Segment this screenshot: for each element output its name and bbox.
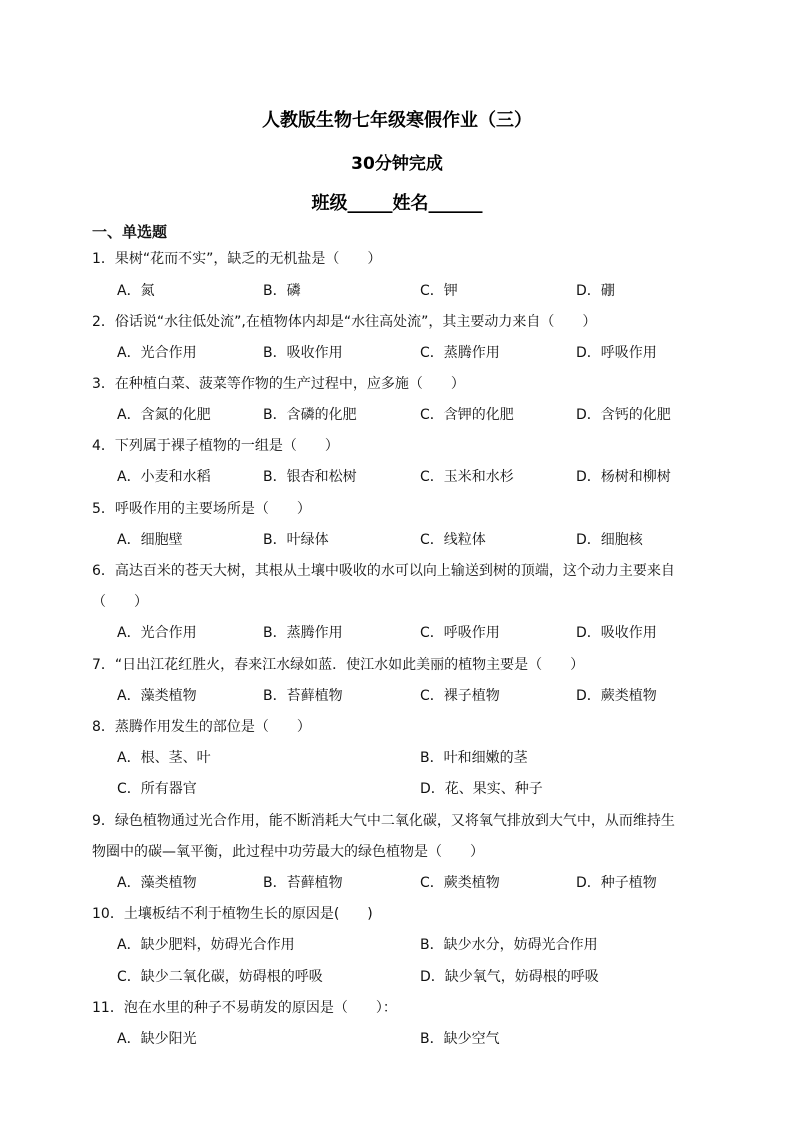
question-9-option-c: C．蕨类植物 (420, 875, 500, 891)
question-10-option-d: D．缺少氧气，妨碍根的呼吸 (420, 969, 599, 985)
document-subtitle: 30分钟完成 (351, 154, 443, 174)
question-11-option-a: A．缺少阳光 (117, 1031, 197, 1047)
question-10: 10．土壤板结不利于植物生长的原因是( ) (92, 906, 373, 922)
question-2-option-d: D．呼吸作用 (576, 345, 657, 361)
question-5-option-a: A．细胞壁 (117, 532, 183, 548)
question-5-option-c: C．线粒体 (420, 532, 486, 548)
question-3-option-c: C．含钾的化肥 (420, 407, 514, 423)
question-6-continued: （ ） (92, 594, 148, 610)
question-3-option-a: A．含氮的化肥 (117, 407, 211, 423)
question-6-option-b: B．蒸腾作用 (263, 625, 343, 641)
question-4-option-c: C．玉米和水杉 (420, 469, 514, 485)
question-9: 9．绿色植物通过光合作用，能不断消耗大气中二氧化碳，又将氧气排放到大气中，从而维持生 (92, 813, 675, 829)
question-6-option-d: D．吸收作用 (576, 625, 657, 641)
question-2-option-b: B．吸收作用 (263, 345, 343, 361)
question-3-option-d: D．含钙的化肥 (576, 407, 671, 423)
question-3-option-b: B．含磷的化肥 (263, 407, 357, 423)
question-4-option-d: D．杨树和柳树 (576, 469, 671, 485)
question-9-option-d: D．种子植物 (576, 875, 657, 891)
question-8: 8．蒸腾作用发生的部位是（ ） (92, 719, 311, 735)
question-7-option-b: B．苔藓植物 (263, 688, 343, 704)
question-1: 1．果树“花而不实”，缺乏的无机盐是（ ） (92, 251, 382, 267)
question-4: 4．下列属于裸子植物的一组是（ ） (92, 438, 339, 454)
question-1-option-a: A．氮 (117, 283, 155, 299)
question-10-option-a: A．缺少肥料，妨碍光合作用 (117, 937, 295, 953)
question-2: 2．俗话说“水往低处流”,在植物体内却是“水往高处流”，其主要动力来自（ ） (92, 314, 597, 330)
question-8-option-a: A．根、茎、叶 (117, 750, 211, 766)
section-heading: 一、单选题 (92, 223, 168, 241)
question-10-option-b: B．缺少水分，妨碍光合作用 (420, 937, 598, 953)
question-8-option-b: B．叶和细嫩的茎 (420, 750, 528, 766)
question-2-option-c: C．蒸腾作用 (420, 345, 500, 361)
class-name-line: 班级_____姓名______ (311, 193, 483, 214)
question-9-option-a: A．藻类植物 (117, 875, 197, 891)
question-6-option-c: C．呼吸作用 (420, 625, 500, 641)
question-11: 11．泡在水里的种子不易萌发的原因是（ ）： (92, 1000, 397, 1016)
question-1-option-b: B．磷 (263, 283, 301, 299)
question-6-option-a: A．光合作用 (117, 625, 197, 641)
question-5: 5．呼吸作用的主要场所是（ ） (92, 501, 311, 517)
question-5-option-b: B．叶绿体 (263, 532, 329, 548)
question-2-option-a: A．光合作用 (117, 345, 197, 361)
question-6: 6．高达百米的苍天大树，其根从土壤中吸收的水可以向上输送到树的顶端，这个动力主要来自 (92, 563, 675, 579)
question-9-continued: 物圈中的碳—氧平衡，此过程中功劳最大的绿色植物是（ ） (92, 844, 484, 860)
question-9-option-b: B．苔藓植物 (263, 875, 343, 891)
question-1-option-d: D．硼 (576, 283, 615, 299)
question-8-option-c: C．所有器官 (117, 781, 197, 797)
question-3: 3．在种植白菜、菠菜等作物的生产过程中，应多施（ ） (92, 376, 465, 392)
question-7-option-d: D．蕨类植物 (576, 688, 657, 704)
question-4-option-b: B．银杏和松树 (263, 469, 357, 485)
question-7-option-c: C．裸子植物 (420, 688, 500, 704)
question-10-option-c: C．缺少二氧化碳，妨碍根的呼吸 (117, 969, 323, 985)
question-1-option-c: C．钾 (420, 283, 458, 299)
document-title: 人教版生物七年级寒假作业（三） (262, 110, 532, 131)
question-7-option-a: A．藻类植物 (117, 688, 197, 704)
question-7: 7．“日出江花红胜火，春来江水绿如蓝．使江水如此美丽的植物主要是（ ） (92, 657, 585, 673)
question-4-option-a: A．小麦和水稻 (117, 469, 211, 485)
question-5-option-d: D．细胞核 (576, 532, 643, 548)
question-8-option-d: D．花、果实、种子 (420, 781, 543, 797)
question-11-option-b: B．缺少空气 (420, 1031, 500, 1047)
